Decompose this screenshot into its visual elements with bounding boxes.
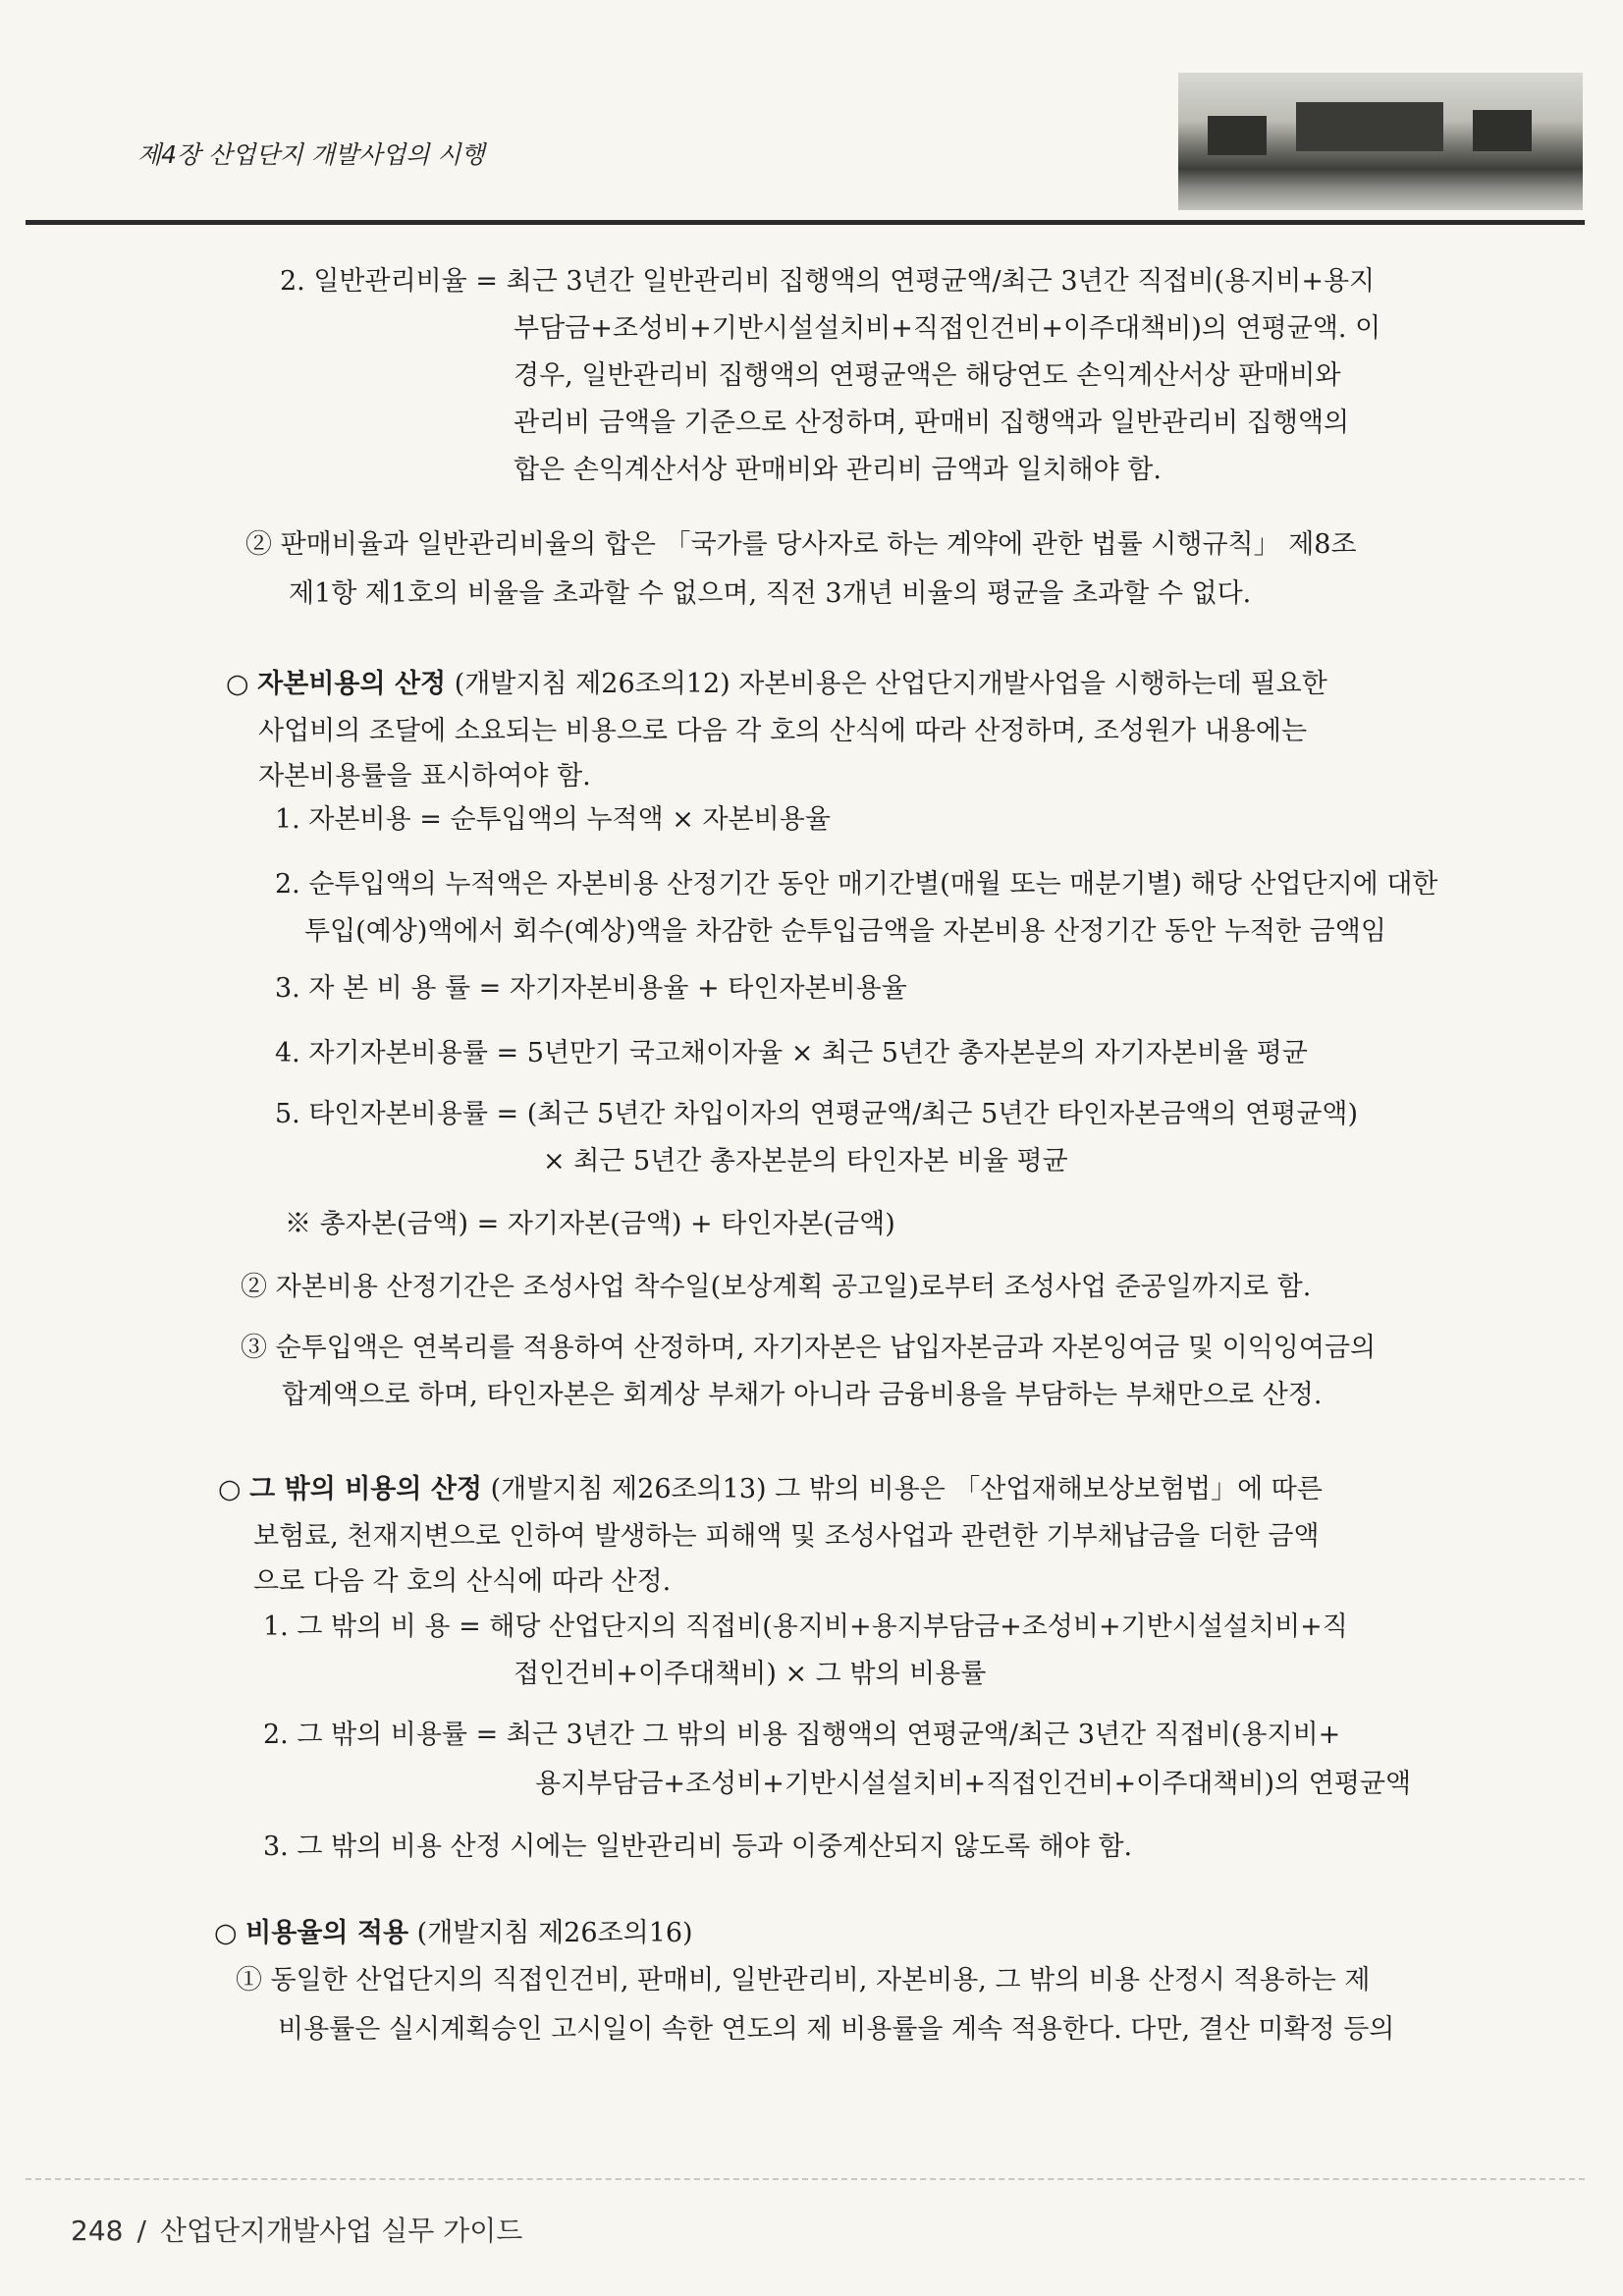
other-formula-3: 3. 그 밖의 비용 산정 시에는 일반관리비 등과 이중계산되지 않도록 해야 함. xyxy=(263,1831,1133,1862)
capital-clause-3-line-2: 합계액으로 하며, 타인자본은 회계상 부채가 아니라 금융비용을 부담하는 부채만으로 산정. xyxy=(282,1380,1323,1410)
other-formula-2-line-2: 용지부담금+조성비+기반시설설치비+직접인건비+이주대책비)의 연평균액 xyxy=(535,1769,1412,1799)
capital-cost-section xyxy=(226,668,1327,701)
bullet-icon: ○ xyxy=(226,669,249,699)
page-footer xyxy=(71,2210,522,2249)
other-formula-1-line-1: 1. 그 밖의 비 용 = 해당 산업단지의 직접비(용지비+용지부담금+조성비+기반시설설치비+직 xyxy=(263,1612,1348,1642)
rate-clause-1-line-1: ① 동일한 산업단지의 직접인건비, 판매비, 일반관리비, 자본비용, 그 밖의 비용 산정시 적용하는 제 xyxy=(236,1965,1371,1995)
sales-ratio-clause-line-2: 제1항 제1호의 비율을 초과할 수 없으며, 직전 3개년 비율의 평균을 초과할 수 없다. xyxy=(289,578,1252,609)
general-mgmt-ratio-line-4: 관리비 금액을 기준으로 산정하며, 판매비 집행액과 일반관리비 집행액의 xyxy=(514,408,1350,438)
header-rule xyxy=(26,220,1585,225)
capital-formula-5-line-1: 5. 타인자본비용률 = (최근 5년간 차입이자의 연평균액/최근 5년간 타인자본금액의 연평균액) xyxy=(275,1099,1359,1129)
capital-cost-intro-line-1: (개발지침 제26조의12) 자본비용은 산업단지개발사업을 시행하는데 필요한 xyxy=(454,669,1327,699)
capital-formula-1: 1. 자본비용 = 순투입액의 누적액 × 자본비용율 xyxy=(275,804,831,835)
book-title: 산업단지개발사업 실무 가이드 xyxy=(159,2214,523,2247)
general-mgmt-ratio-line-5: 합은 손익계산서상 판매비와 관리비 금액과 일치해야 함. xyxy=(514,455,1162,485)
bullet-icon: ○ xyxy=(218,1474,242,1504)
chapter-title: 제4장 산업단지 개발사업의 시행 xyxy=(137,140,485,169)
capital-formula-5-line-2: × 최근 5년간 총자본분의 타인자본 비율 평균 xyxy=(543,1146,1068,1176)
capital-formula-4: 4. 자기자본비용률 = 5년만기 국고채이자율 × 최근 5년간 총자본분의 자기자본비율 평균 xyxy=(275,1038,1308,1068)
footer-rule xyxy=(26,2178,1585,2180)
other-cost-intro-line-3: 으로 다음 각 호의 산식에 따라 산정. xyxy=(253,1566,672,1597)
rate-clause-1-line-2: 비용률은 실시계획승인 고시일이 속한 연도의 제 비용률을 계속 적용한다. 다만, 결산 미확정 등의 xyxy=(278,2014,1395,2045)
page-number: 248 xyxy=(71,2214,124,2247)
other-cost-intro-line-1: (개발지침 제26조의13) 그 밖의 비용은 「산업재해보상보험법」에 따른 xyxy=(490,1474,1323,1504)
capital-formula-2-line-1: 2. 순투입액의 누적액은 자본비용 산정기간 동안 매기간별(매월 또는 매분기별) 해당 산업단지에 대한 xyxy=(275,869,1438,900)
sales-ratio-clause-line-1: ② 판매비율과 일반관리비율의 합은 「국가를 당사자로 하는 계약에 관한 법률 시행규칙」 제8조 xyxy=(245,529,1357,560)
other-cost-intro-line-2: 보험료, 천재지변으로 인하여 발생하는 피해액 및 조성사업과 관련한 기부채납금을 더한 금액 xyxy=(253,1521,1320,1552)
header-photo xyxy=(1178,73,1583,210)
bullet-icon: ○ xyxy=(214,1918,238,1948)
capital-cost-intro-line-2: 사업비의 조달에 소요되는 비용으로 다음 각 호의 산식에 따라 산정하며, 조성원가 내용에는 xyxy=(258,716,1308,746)
capital-cost-intro-line-3: 자본비용률을 표시하여야 함. xyxy=(258,761,591,792)
other-cost-section xyxy=(218,1473,1323,1506)
other-formula-2-line-1: 2. 그 밖의 비용률 = 최근 3년간 그 밖의 비용 집행액의 연평균액/최근 3년간 직접비(용지비+ xyxy=(263,1720,1341,1750)
footer-separator: / xyxy=(136,2214,146,2247)
general-mgmt-ratio-line-1: 2. 일반관리비율 = 최근 3년간 일반관리비 집행액의 연평균액/최근 3년간 직접비(용지비+용지 xyxy=(280,266,1376,297)
rate-application-section xyxy=(214,1917,693,1950)
capital-clause-2: ② 자본비용 산정기간은 조성사업 착수일(보상계획 공고일)로부터 조성사업 준공일까지로 함. xyxy=(241,1272,1312,1302)
capital-formula-3: 3. 자 본 비 용 률 = 자기자본비용율 + 타인자본비용율 xyxy=(275,973,907,1004)
capital-cost-heading: 자본비용의 산정 xyxy=(257,669,447,699)
general-mgmt-ratio-line-2: 부담금+조성비+기반시설설치비+직접인건비+이주대책비)의 연평균액. 이 xyxy=(514,313,1381,344)
capital-clause-3-line-1: ③ 순투입액은 연복리를 적용하여 산정하며, 자기자본은 납입자본금과 자본잉여금 및 이익잉여금의 xyxy=(241,1333,1377,1363)
other-cost-heading: 그 밖의 비용의 산정 xyxy=(249,1474,483,1504)
general-mgmt-ratio-line-3: 경우, 일반관리비 집행액의 연평균액은 해당연도 손익계산서상 판매비와 xyxy=(514,360,1341,391)
total-capital-note: ※ 총자본(금액) = 자기자본(금액) + 타인자본(금액) xyxy=(285,1209,895,1239)
other-formula-1-line-2: 접인건비+이주대책비) × 그 밖의 비용률 xyxy=(514,1659,987,1689)
capital-formula-2-line-2: 투입(예상)액에서 회수(예상)액을 차감한 순투입금액을 자본비용 산정기간 동안 누적한 금액임 xyxy=(304,916,1386,947)
rate-application-heading: 비용율의 적용 xyxy=(245,1918,409,1948)
rate-application-reference: (개발지침 제26조의16) xyxy=(416,1918,693,1948)
